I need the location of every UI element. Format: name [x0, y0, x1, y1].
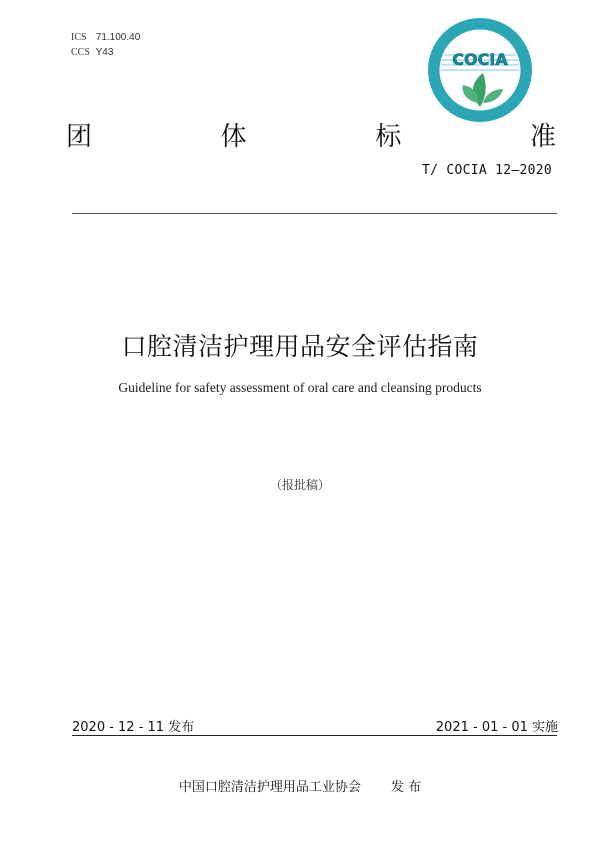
classification-codes [71, 30, 140, 60]
heading-char: 体 [220, 122, 247, 152]
document-title-cn: 口腔清洁护理用品安全评估指南 [121, 332, 479, 361]
ics-code: ICS 71.100.40 [71, 32, 141, 43]
ccs-code: CCS Y43 [71, 47, 114, 58]
heading-char: 标 [375, 122, 402, 152]
publisher-org: 中国口腔清洁护理用品工业协会 [178, 780, 361, 795]
cocia-logo-icon [425, 15, 535, 125]
publisher-line [0, 776, 600, 795]
heading-char: 团 [66, 122, 93, 152]
issue-date: 2020 - 12 - 11 发布 [72, 720, 195, 735]
document-title-en: Guideline for safety assessment of oral care and cleansing products [118, 380, 482, 395]
implementation-date: 2021 - 01 - 01 实施 [435, 720, 558, 735]
draft-status: （报批稿） [269, 478, 330, 492]
top-divider [72, 213, 557, 214]
group-standard-heading [66, 116, 556, 153]
svg-text:COCIA: COCIA [452, 50, 508, 69]
cocia-logo [425, 15, 535, 125]
heading-char: 准 [529, 122, 556, 152]
bottom-divider [72, 735, 557, 736]
publisher-action: 发 布 [390, 780, 422, 795]
standard-number: T/ COCIA 12—2020 [421, 163, 552, 178]
